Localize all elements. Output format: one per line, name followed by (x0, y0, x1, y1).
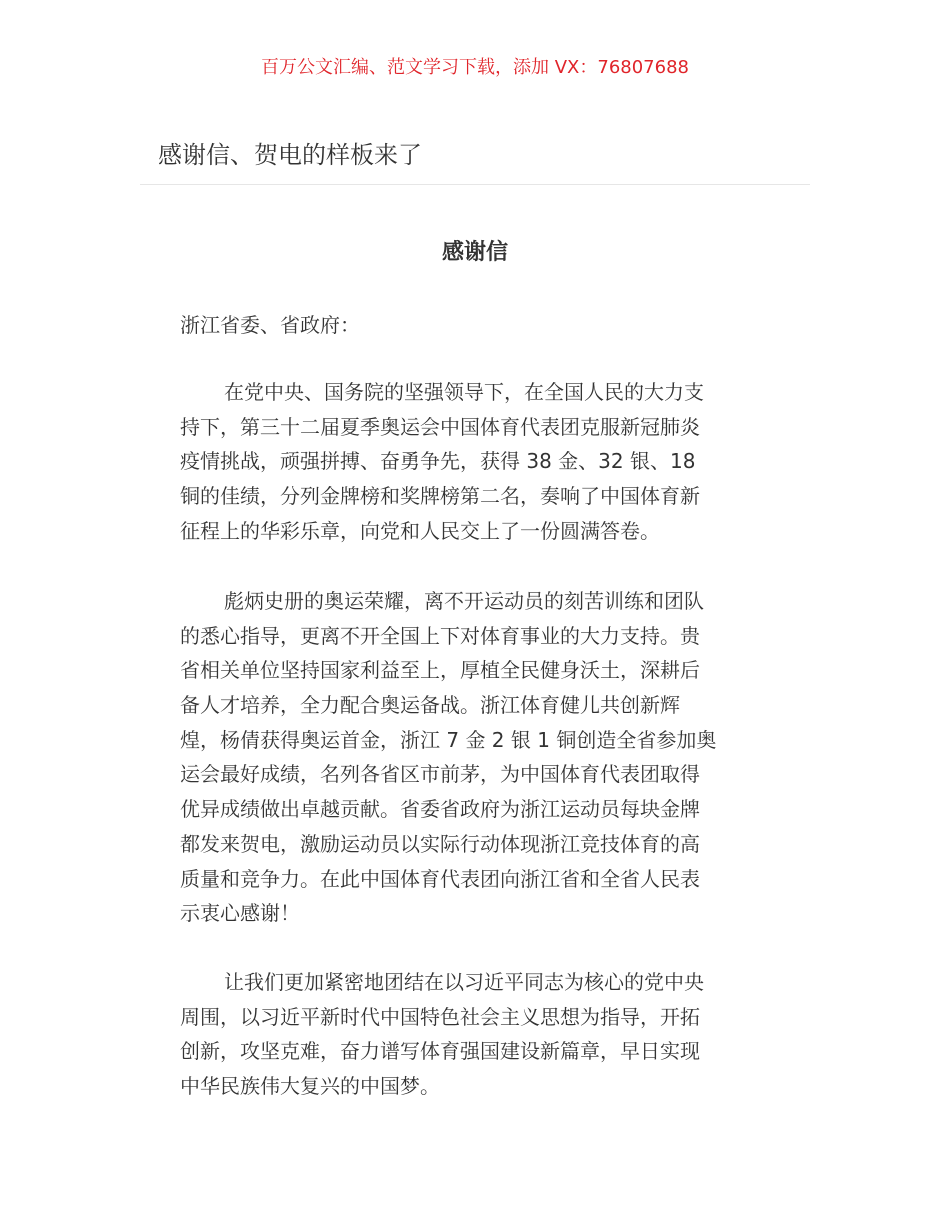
paragraph-line: 持下，第三十二届夏季奥运会中国体育代表团克服新冠肺炎 (180, 414, 700, 439)
paragraph-line: 都发来贺电，激励运动员以实际行动体现浙江竞技体育的高 (180, 831, 700, 856)
paragraph-line: 运会最好成绩，名列各省区市前茅，为中国体育代表团取得 (180, 762, 700, 787)
article-title: 感谢信、贺电的样板来了 (158, 141, 422, 169)
paragraph-line: 质量和竞争力。在此中国体育代表团向浙江省和全省人民表 (180, 866, 700, 891)
paragraph-line: 煌，杨倩获得奥运首金，浙江 7 金 2 银 1 铜创造全省参加奥 (180, 727, 717, 752)
paragraph-line: 疫情挑战，顽强拼搏、奋勇争先，获得 38 金、32 银、18 (180, 449, 696, 474)
promo-banner: 百万公文汇编、范文学习下载，添加 VX：76807688 (261, 57, 689, 78)
paragraph-line: 的悉心指导，更离不开全国上下对体育事业的大力支持。贵 (180, 623, 700, 648)
paragraph-line: 在党中央、国务院的坚强领导下，在全国人民的大力支 (224, 380, 704, 404)
title-divider (140, 184, 810, 185)
paragraph-line: 征程上的华彩乐章，向党和人民交上了一份圆满答卷。 (180, 518, 660, 543)
paragraph-line: 中华民族伟大复兴的中国梦。 (180, 1074, 440, 1099)
paragraph-line: 示衷心感谢！ (180, 901, 300, 926)
paragraph-2 (180, 584, 780, 931)
paragraph-line: 省相关单位坚持国家利益至上，厚植全民健身沃土，深耕后 (180, 658, 700, 683)
document-heading: 感谢信 (441, 240, 508, 265)
paragraph-line: 备人才培养，全力配合奥运备战。浙江体育健儿共创新辉 (180, 693, 680, 718)
paragraph-line: 周围，以习近平新时代中国特色社会主义思想为指导，开拓 (180, 1004, 700, 1029)
paragraph-line: 铜的佳绩，分列金牌榜和奖牌榜第二名，奏响了中国体育新 (180, 484, 700, 509)
paragraph-line: 彪炳史册的奥运荣耀，离不开运动员的刻苦训练和团队 (224, 589, 704, 613)
salutation: 浙江省委、省政府： (180, 313, 360, 337)
paragraph-line: 创新，攻坚克难，奋力谱写体育强国建设新篇章，早日实现 (180, 1039, 700, 1064)
paragraph-1 (180, 375, 780, 548)
paragraph-line: 优异成绩做出卓越贡献。省委省政府为浙江运动员每块金牌 (180, 797, 700, 822)
paragraph-3 (180, 965, 780, 1104)
paragraph-line: 让我们更加紧密地团结在以习近平同志为核心的党中央 (224, 970, 704, 994)
